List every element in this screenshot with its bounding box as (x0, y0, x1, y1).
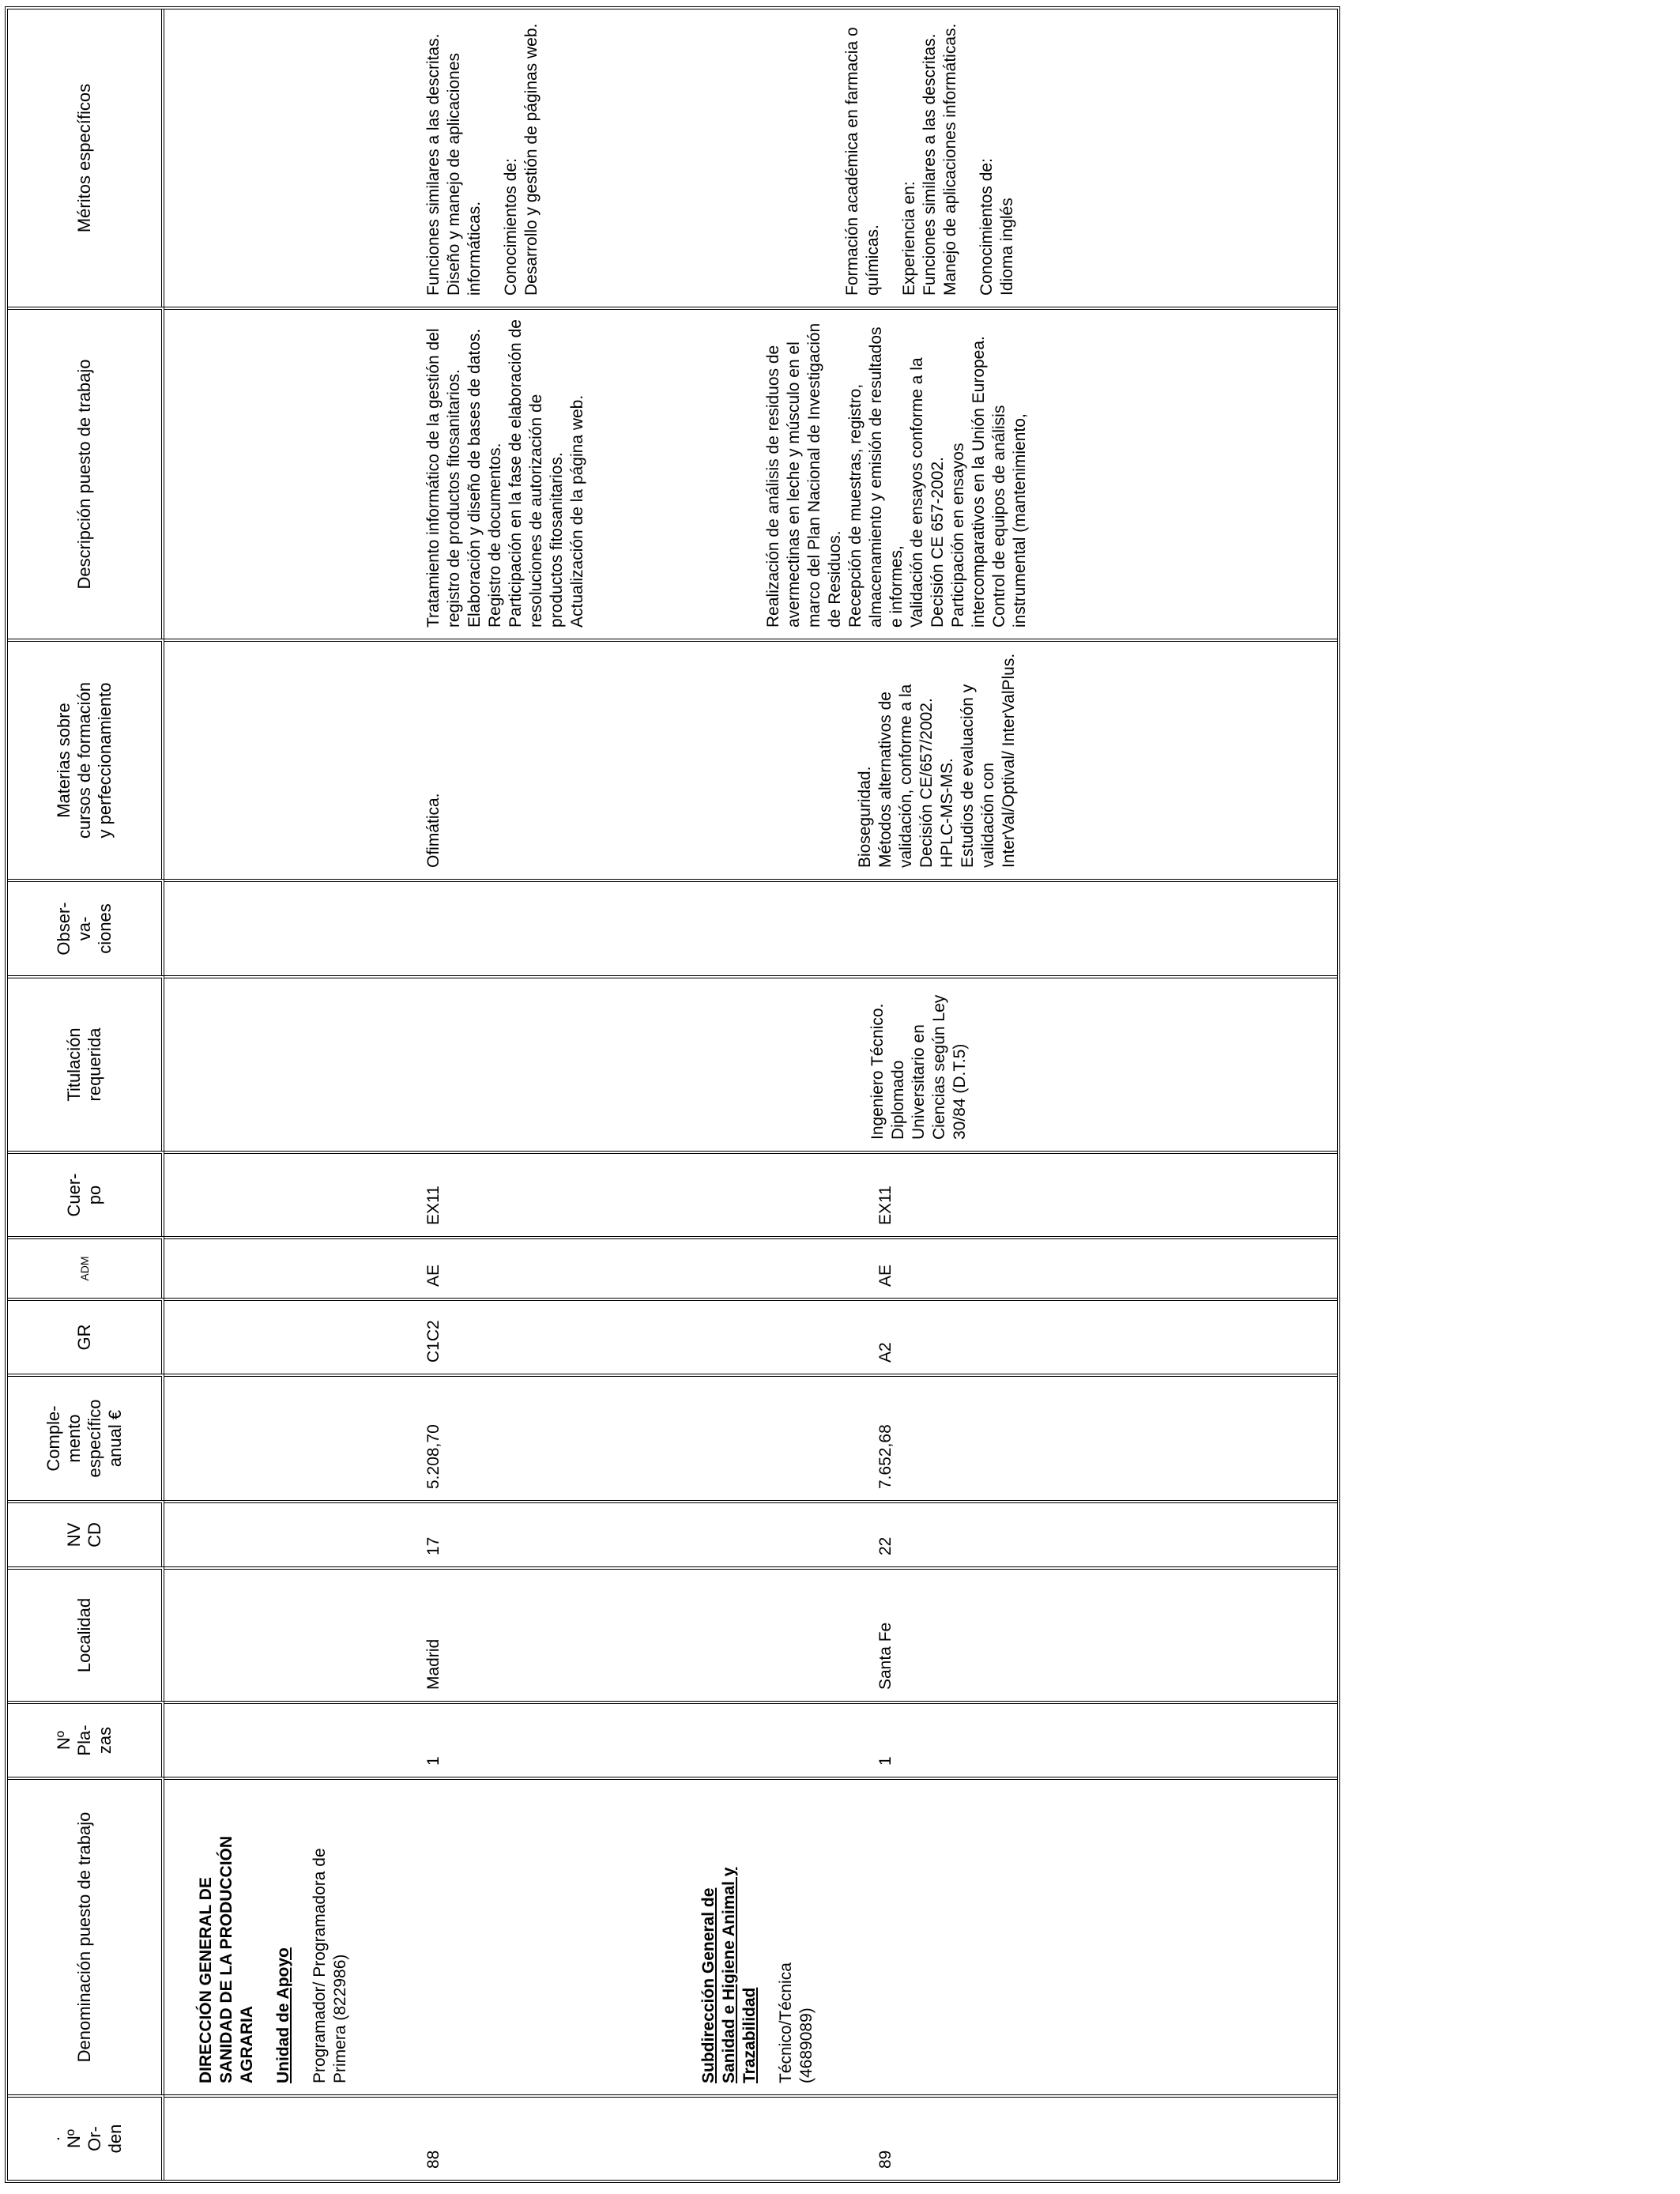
header-orden-dot: . (43, 2136, 63, 2142)
directorate-title: DIRECCIÓN GENERAL DE SANIDAD DE LA PRODUCCIÓN AGRARIA (197, 1835, 256, 2083)
meritos-item: Conocimientos de: (502, 158, 520, 296)
header-nivel: NV CD (8, 1500, 164, 1566)
col-observaciones (164, 879, 1337, 975)
col-localidad (164, 1566, 1337, 1701)
row89-cuerpo: EX11 (876, 1186, 895, 1225)
descripcion-item: Elaboración y diseño de bases de datos. (465, 328, 484, 628)
row88-meritos (164, 17, 542, 296)
materias-item: HPLC-MS-MS. (938, 758, 956, 868)
materias-item: Estudios de evaluación y validación con InterVal/Optival/ InterValPlus. (959, 653, 1018, 868)
row88-denominacion: Programador/ Programadora de Primera (822986) (311, 1848, 349, 2083)
section-directorate (164, 1788, 351, 2083)
col-complemento (164, 1374, 1337, 1500)
col-denominacion (164, 1777, 1337, 2094)
row89-grupo: A2 (876, 1342, 895, 1363)
row89-adm: AE (876, 1264, 895, 1287)
header-titulacion: Titulación requerida (8, 975, 164, 1151)
meritos-item: Experiencia en: (900, 181, 918, 296)
unit-subdireccion: Subdirección General de Sanidad e Higiene Animal y Trazabilidad (699, 1867, 759, 2083)
descripcion-item: Tratamiento informático de la gestión del registro de productos fitosanitarios. (424, 328, 463, 628)
header-orden-text: Nº Or- den (64, 2124, 125, 2154)
meritos-item: Formación académica en farmacia o químicas. (843, 27, 882, 296)
row89-plazas: 1 (876, 1756, 895, 1766)
row88-descripcion (164, 318, 588, 628)
descripcion-item: Recepción de muestras, registro, almacenamiento y emisión de resultados e informes, (846, 326, 906, 628)
meritos-item: Funciones similares a las descritas. (424, 33, 443, 296)
col-materias (164, 639, 1337, 879)
row88-orden: 88 (424, 2150, 443, 2169)
row89-denominacion: Técnico/Técnica (4689089) (777, 1962, 816, 2083)
titulacion-item: Ingeniero Técnico. (868, 1003, 887, 1140)
header-complemento: Comple- mento específico anual € (8, 1374, 164, 1500)
header-meritos: Méritos específicos (8, 9, 164, 307)
meritos-item: Manejo de aplicaciones informáticas. (941, 23, 959, 296)
col-nivel (164, 1500, 1337, 1566)
descripcion-item: Realización de análisis de residuos de avermectinas en leche y músculo en el marco del Plan Nacional de Investigación de Residuos. (764, 322, 844, 628)
col-adm (164, 1236, 1337, 1298)
header-observaciones: Obser- va- ciones (8, 879, 164, 975)
descripcion-item: Control de equipos de análisis instrumental (mantenimiento, (990, 405, 1029, 628)
materias-item: Bioseguridad. (856, 766, 874, 868)
descripcion-item: Participación en la fase de elaboración de resoluciones de autorización de productos fitosanitarios. (507, 319, 566, 628)
row89-localidad: Santa Fe (876, 1622, 895, 1690)
col-descripcion (164, 307, 1337, 639)
job-positions-table (5, 6, 1340, 2183)
row88-plazas: 1 (424, 1756, 443, 1766)
meritos-item: Desarrollo y gestión de páginas web. (522, 23, 541, 296)
header-adm: ADM (8, 1236, 164, 1298)
header-row (8, 9, 164, 2180)
header-cuerpo: Cuer- po (8, 1151, 164, 1236)
row88-materias (164, 650, 444, 868)
col-plazas (164, 1701, 1337, 1777)
header-denominacion: Denominación puesto de trabajo (8, 1777, 164, 2094)
row89-materias (444, 650, 1019, 868)
body-row (164, 9, 1337, 2180)
row89-meritos (542, 17, 1018, 296)
descripcion-item: Participación en ensayos intercomparativos en la Unión Europea. (949, 336, 988, 628)
row89-nivel: 22 (876, 1536, 895, 1555)
col-orden (164, 2094, 1337, 2180)
row88-localidad: Madrid (424, 1638, 443, 1690)
row88-cuerpo: EX11 (424, 1186, 443, 1225)
header-descripcion: Descripción puesto de trabajo (8, 307, 164, 639)
row89-titulacion (164, 986, 970, 1140)
header-materias: Materias sobre cursos de formación y perfeccionamiento (8, 639, 164, 879)
row89-descripcion (588, 318, 1030, 628)
descripcion-item: Validación de ensayos conforme a la Decisión CE 657-2002. (908, 357, 947, 628)
header-orden (8, 2094, 164, 2180)
unit-apoyo: Unidad de Apoyo (274, 1947, 292, 2083)
col-grupo (164, 1298, 1337, 1374)
header-plazas: Nº Pla- zas (8, 1701, 164, 1777)
row88-adm: AE (424, 1264, 443, 1287)
descripcion-item: Registro de documentos. (486, 443, 504, 628)
materias-item: Métodos alternativos de validación, conforme a la Decisión CE/657/2002. (876, 684, 936, 868)
row89-orden: 89 (876, 2150, 895, 2169)
header-grupo: GR (8, 1298, 164, 1374)
col-cuerpo (164, 1151, 1337, 1236)
meritos-item: Conocimientos de: (977, 158, 996, 296)
col-titulacion (164, 975, 1337, 1151)
row89-complemento: 7.652,68 (876, 1424, 895, 1489)
header-localidad: Localidad (8, 1566, 164, 1701)
row88-nivel: 17 (424, 1536, 443, 1555)
materias-item: Ofimática. (424, 793, 443, 868)
titulacion-item: Diplomado Universitario en Ciencias según Ley 30/84 (D.T.5) (889, 994, 969, 1140)
col-meritos (164, 9, 1337, 307)
meritos-item: Diseño y manejo de aplicaciones informáticas. (445, 52, 484, 296)
meritos-item: Idioma inglés (998, 198, 1016, 296)
meritos-item: Funciones similares a las descritas. (921, 33, 939, 296)
descripcion-item: Actualización de la página web. (568, 394, 586, 628)
row88-grupo: C1C2 (424, 1320, 443, 1363)
row88-complemento: 5.208,70 (424, 1424, 443, 1489)
